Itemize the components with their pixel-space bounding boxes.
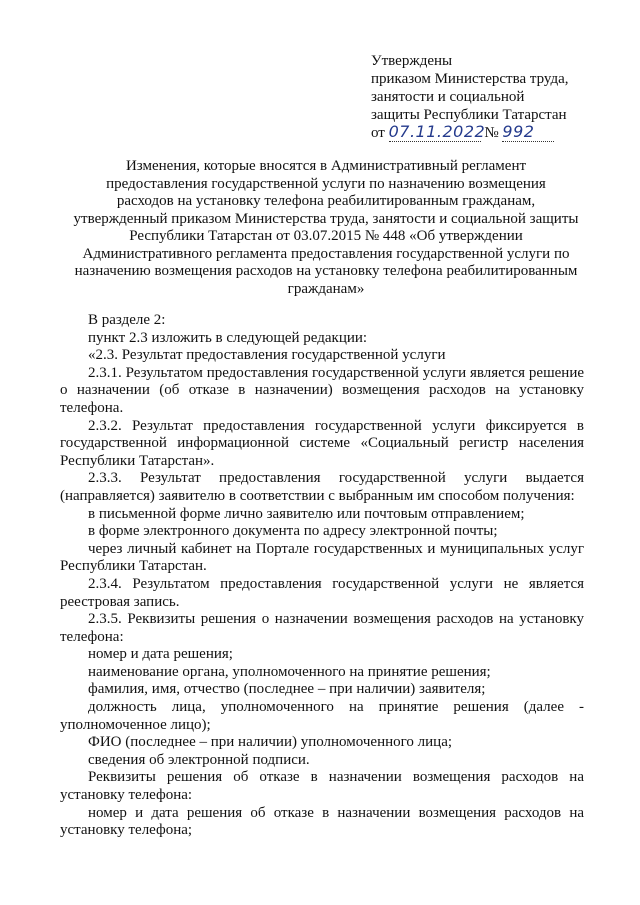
approval-date-line <box>371 124 601 142</box>
paragraph-2-3-5: 2.3.5. Реквизиты решения о назначении возмещения расходов на установку телефона: <box>60 611 584 645</box>
approval-line-3: занятости и социальной <box>371 89 525 105</box>
approval-line-4: защиты Республики Татарстан <box>371 107 567 123</box>
paragraph-2-3-1: 2.3.1. Результатом предоставления государственной услуги является решение о назначении (об отказе в назначении) возмещения расходов на установку телефона. <box>60 364 584 416</box>
title-line: назначению возмещения расходов на установку телефона реабилитированным <box>74 263 578 279</box>
date-field <box>388 122 486 142</box>
approval-stamp <box>371 52 601 142</box>
paragraph-refusal-details: Реквизиты решения об отказе в назначении возмещения расходов на установку телефона: <box>60 769 584 804</box>
title-line: гражданам» <box>287 280 365 297</box>
date-prefix: от <box>371 125 385 141</box>
title-line: расходов на установку телефона реабилитированным гражданам, <box>116 193 536 209</box>
approval-line-2: приказом Министерства труда, <box>371 71 569 87</box>
list-item: в форме электронного документа по адресу электронной почты; <box>88 523 498 540</box>
list-item: через личный кабинет на Портале государственных и муниципальных услуг Республики Татарстан. <box>60 540 584 575</box>
title-line: Изменения, которые вносятся в Административный регламент <box>125 158 527 174</box>
list-item: фамилия, имя, отчество (последнее – при наличии) заявителя; <box>88 681 486 698</box>
list-item: в письменной форме лично заявителю или почтовым отправлением; <box>88 505 525 522</box>
list-item: номер и дата решения об отказе в назначении возмещения расходов на установку телефона; <box>60 804 584 839</box>
paragraph-section: В разделе 2: <box>88 312 166 328</box>
paragraph-2-3-2: 2.3.2. Результат предоставления государственной услуги фиксируется в государственной информационной системе «Социальный регистр населения Республики Татарстан». <box>60 417 584 469</box>
handwritten-number: 992 <box>502 122 535 141</box>
title-line: предоставления государственной услуги по назначению возмещения <box>106 175 546 192</box>
paragraph-2-3-4: 2.3.4. Результатом предоставления государственной услуги не является реестровая запись. <box>60 575 584 610</box>
list-item: наименование органа, уполномоченного на принятие решения; <box>88 663 491 680</box>
title-line: Республики Татарстан от 03.07.2015 № 448 «Об утверждении <box>129 228 523 244</box>
list-item: ФИО (последнее – при наличии) уполномоченного лица; <box>88 734 453 751</box>
title-line: утвержденный приказом Министерства труда, занятости и социальной защиты <box>73 210 579 227</box>
approval-line-1: Утверждены <box>371 53 453 69</box>
paragraph-2-3-3: 2.3.3. Результат предоставления государственной услуги выдается (направляется) заявителю в соответствии с выбранным им способом получения: <box>60 470 584 504</box>
list-item: должность лица, уполномоченного на принятие решения (далее - уполномоченное лицо); <box>60 699 584 733</box>
document-body <box>60 312 584 840</box>
document-title <box>62 158 590 298</box>
paragraph-instruction: пункт 2.3 изложить в следующей редакции: <box>88 329 368 346</box>
title-line: Административного регламента предоставления государственной услуги по <box>82 245 570 262</box>
number-prefix: № <box>484 125 499 141</box>
handwritten-date: 07.11.2022 <box>388 122 486 141</box>
list-item: номер и дата решения; <box>88 646 233 663</box>
number-field <box>502 124 554 142</box>
paragraph-heading: «2.3. Результат предоставления государственной услуги <box>88 347 446 364</box>
list-item: сведения об электронной подписи. <box>88 751 310 768</box>
